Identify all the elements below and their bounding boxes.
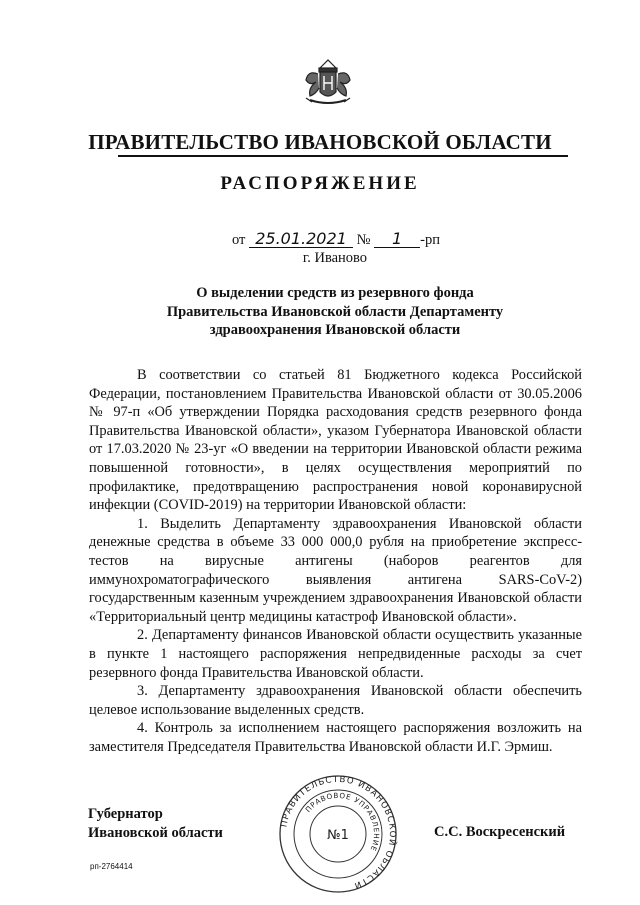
subject-line: здравоохранения Ивановской области bbox=[209, 322, 461, 338]
government-title: ПРАВИТЕЛЬСТВО ИВАНОВСКОЙ ОБЛАСТИ bbox=[88, 130, 552, 154]
document-body bbox=[89, 366, 582, 756]
city: г. Иваново bbox=[302, 250, 368, 266]
seal-center: №1 bbox=[327, 828, 349, 843]
official-seal bbox=[278, 774, 398, 894]
item-paragraph: 4. Контроль за исполнением настоящего распоряжения возложить на заместителя Председателя Правительства Ивановской области И.Г. Эрмиш. bbox=[89, 720, 582, 755]
document-date: 25.01.2021 bbox=[249, 230, 353, 248]
title-underline bbox=[118, 155, 568, 157]
svg-text:ПРАВОВОЕ УПРАВЛЕНИЕ bbox=[303, 791, 381, 853]
coat-of-arms-icon bbox=[302, 56, 354, 106]
seal-inner-text: ПРАВОВОЕ УПРАВЛЕНИЕ bbox=[303, 790, 382, 854]
seal-outer-text: ПРАВИТЕЛЬСТВО ИВАНОВСКОЙ ОБЛАСТИ bbox=[279, 774, 398, 891]
preamble-paragraph: В соответствии со статьей 81 Бюджетного кодекса Российской Федерации, постановлением Правительства Ивановской области от 30.05.2006 № 97-п «Об утверждении Порядка расходования средств резервного фонда Правительства Ивановской области», указом Губернатора Ивановской области от 17.03.2020 № 23-уг «О введении на территории Ивановской области режима повышенной готовности», в целях осуществления мероприятий по профилактике, предотвращению распространения новой коронавирусной инфекции (COVID-2019) на территории Ивановской области: bbox=[89, 367, 582, 514]
document-number: 1 bbox=[374, 230, 420, 248]
document-subject bbox=[100, 284, 570, 340]
signatory-name: С.С. Воскресенский bbox=[434, 824, 566, 840]
seal-graphic bbox=[278, 774, 398, 894]
signatory-title-line: Губернатор bbox=[88, 806, 163, 822]
document-code: рп-2764414 bbox=[90, 862, 133, 871]
item-paragraph: 3. Департаменту здравоохранения Ивановской области обеспечить целевое использование выделенных средств. bbox=[89, 683, 582, 718]
number-suffix: -рп bbox=[420, 232, 440, 248]
number-sign: № bbox=[356, 232, 371, 248]
item-paragraph: 2. Департаменту финансов Ивановской области осуществить указанные в пункте 1 настоящего распоряжения непредвиденные расходы за счет резервного фонда Правительства Ивановской области. bbox=[89, 627, 582, 681]
signatory-title-line: Ивановской области bbox=[88, 825, 223, 841]
date-number-line bbox=[232, 230, 440, 249]
date-prefix: от bbox=[232, 232, 246, 248]
signatory-title bbox=[88, 805, 223, 843]
subject-line: Правительства Ивановской области Департаменту bbox=[166, 303, 504, 320]
document-type: РАСПОРЯЖЕНИЕ bbox=[220, 173, 420, 194]
subject-line: О выделении средств из резервного фонда bbox=[196, 285, 474, 301]
item-paragraph: 1. Выделить Департаменту здравоохранения Ивановской области денежные средства в объеме 33 000 000,0 рубля на приобретение экспресс-тестов на вирусные антигены (наборов реагентов для иммунохроматографического выявления антигена SARS-CoV-2) государственным казенным учреждением здравоохранения Ивановской области «Территориальный центр медицины катастроф Ивановской области». bbox=[89, 515, 582, 625]
